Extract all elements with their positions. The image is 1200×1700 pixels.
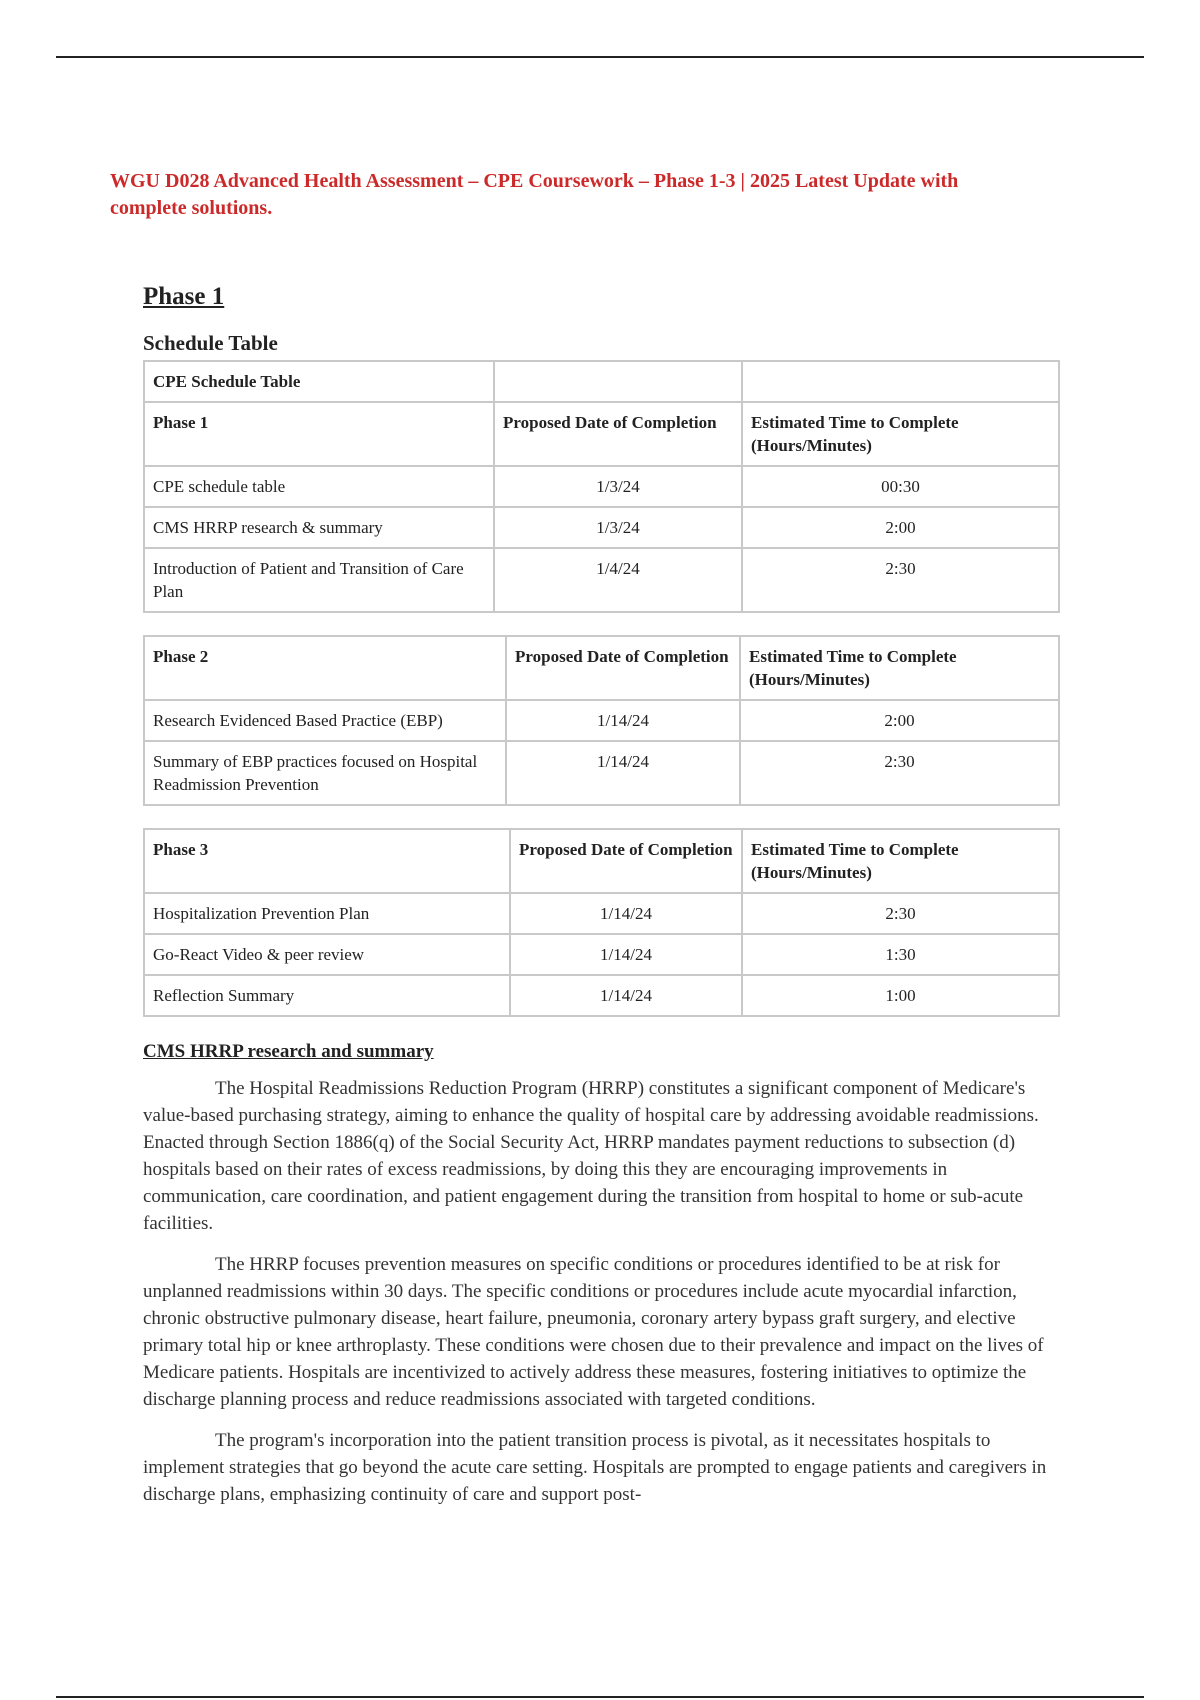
table-header-row xyxy=(144,829,1059,893)
table-header-cell: Estimated Time to Complete (Hours/Minutes) xyxy=(740,636,1059,700)
table-caption-row xyxy=(144,361,1059,402)
table-row xyxy=(144,466,1059,507)
document-title: WGU D028 Advanced Health Assessment – CPE Coursework – Phase 1-3 | 2025 Latest Update with complete solutions. xyxy=(110,170,959,219)
table-cell: 1/14/24 xyxy=(506,741,740,805)
schedule-table-phase-2 xyxy=(143,635,1060,806)
table-row xyxy=(144,975,1059,1016)
schedule-heading: Schedule Table xyxy=(143,331,278,355)
table-cell: Introduction of Patient and Transition of Care Plan xyxy=(144,548,494,612)
table-cell: 1/3/24 xyxy=(494,466,742,507)
table-cell xyxy=(494,361,742,402)
table-header-cell: Proposed Date of Completion xyxy=(494,402,742,466)
table-header-row xyxy=(144,636,1059,700)
body-paragraph: The HRRP focuses prevention measures on specific conditions or procedures identified to be at risk for unplanned readmissions within 30 days. The specific conditions or procedures include acute myocardial infarction, chronic obstructive pulmonary disease, heart failure, pneumonia, coronary artery bypass graft surgery, and elective primary total hip or knee arthroplasty. These conditions were chosen due to their prevalence and impact on the lives of Medicare patients. Hospitals are incentivized to actively address these measures, fostering initiatives to optimize the discharge planning process and reduce readmissions associated with targeted conditions. xyxy=(143,1254,1044,1410)
table-cell: CMS HRRP research & summary xyxy=(144,507,494,548)
table-row xyxy=(144,741,1059,805)
table-cell: 2:30 xyxy=(740,741,1059,805)
section-heading: CMS HRRP research and summary xyxy=(143,1041,434,1062)
table-cell: CPE schedule table xyxy=(144,466,494,507)
top-rule xyxy=(56,56,1144,58)
table-header-cell: Proposed Date of Completion xyxy=(510,829,742,893)
table-row xyxy=(144,893,1059,934)
table-cell: 1/14/24 xyxy=(510,934,742,975)
table-cell: 1/4/24 xyxy=(494,548,742,612)
body-paragraph: The Hospital Readmissions Reduction Program (HRRP) constitutes a significant component of Medicare's value-based purchasing strategy, aiming to enhance the quality of hospital care by addressing avoidable readmissions. Enacted through Section 1886(q) of the Social Security Act, HRRP mandates payment reductions to subsection (d) hospitals based on their rates of excess readmissions, by doing this they are encouraging improvements in communication, care coordination, and patient engagement during the transition from hospital to home or sub-acute facilities. xyxy=(143,1078,1039,1234)
table-cell: Research Evidenced Based Practice (EBP) xyxy=(144,700,506,741)
table-cell xyxy=(742,361,1059,402)
table-header-cell: Phase 2 xyxy=(144,636,506,700)
table-row xyxy=(144,700,1059,741)
table-cell: 1:00 xyxy=(742,975,1059,1016)
table-cell: Summary of EBP practices focused on Hospital Readmission Prevention xyxy=(144,741,506,805)
bottom-rule xyxy=(56,1696,1144,1698)
table-header-cell: Estimated Time to Complete (Hours/Minutes) xyxy=(742,829,1059,893)
table-cell: 1/14/24 xyxy=(506,700,740,741)
table-header-row xyxy=(144,402,1059,466)
table-row xyxy=(144,934,1059,975)
table-cell: 1/14/24 xyxy=(510,975,742,1016)
table-cell: Hospitalization Prevention Plan xyxy=(144,893,510,934)
table-cell: Go-React Video & peer review xyxy=(144,934,510,975)
table-cell: 2:30 xyxy=(742,548,1059,612)
table-row xyxy=(144,507,1059,548)
table-cell: 1/14/24 xyxy=(510,893,742,934)
table-cell: CPE Schedule Table xyxy=(144,361,494,402)
table-header-cell: Proposed Date of Completion xyxy=(506,636,740,700)
schedule-table-phase-1 xyxy=(143,360,1060,613)
table-header-cell: Estimated Time to Complete (Hours/Minutes) xyxy=(742,402,1059,466)
table-cell: 1:30 xyxy=(742,934,1059,975)
table-cell: 2:00 xyxy=(740,700,1059,741)
table-cell: 1/3/24 xyxy=(494,507,742,548)
table-header-cell: Phase 1 xyxy=(144,402,494,466)
schedule-table-phase-3 xyxy=(143,828,1060,1017)
document-body xyxy=(143,283,1060,1522)
table-cell: Reflection Summary xyxy=(144,975,510,1016)
table-header-cell: Phase 3 xyxy=(144,829,510,893)
table-cell: 00:30 xyxy=(742,466,1059,507)
table-cell: 2:00 xyxy=(742,507,1059,548)
table-row xyxy=(144,548,1059,612)
table-cell: 2:30 xyxy=(742,893,1059,934)
phase-heading: Phase 1 xyxy=(143,283,225,310)
body-paragraph: The program's incorporation into the patient transition process is pivotal, as it necessitates hospitals to implement strategies that go beyond the acute care setting. Hospitals are prompted to engage patients and caregivers in discharge plans, emphasizing continuity of care and support post- xyxy=(143,1430,1047,1505)
